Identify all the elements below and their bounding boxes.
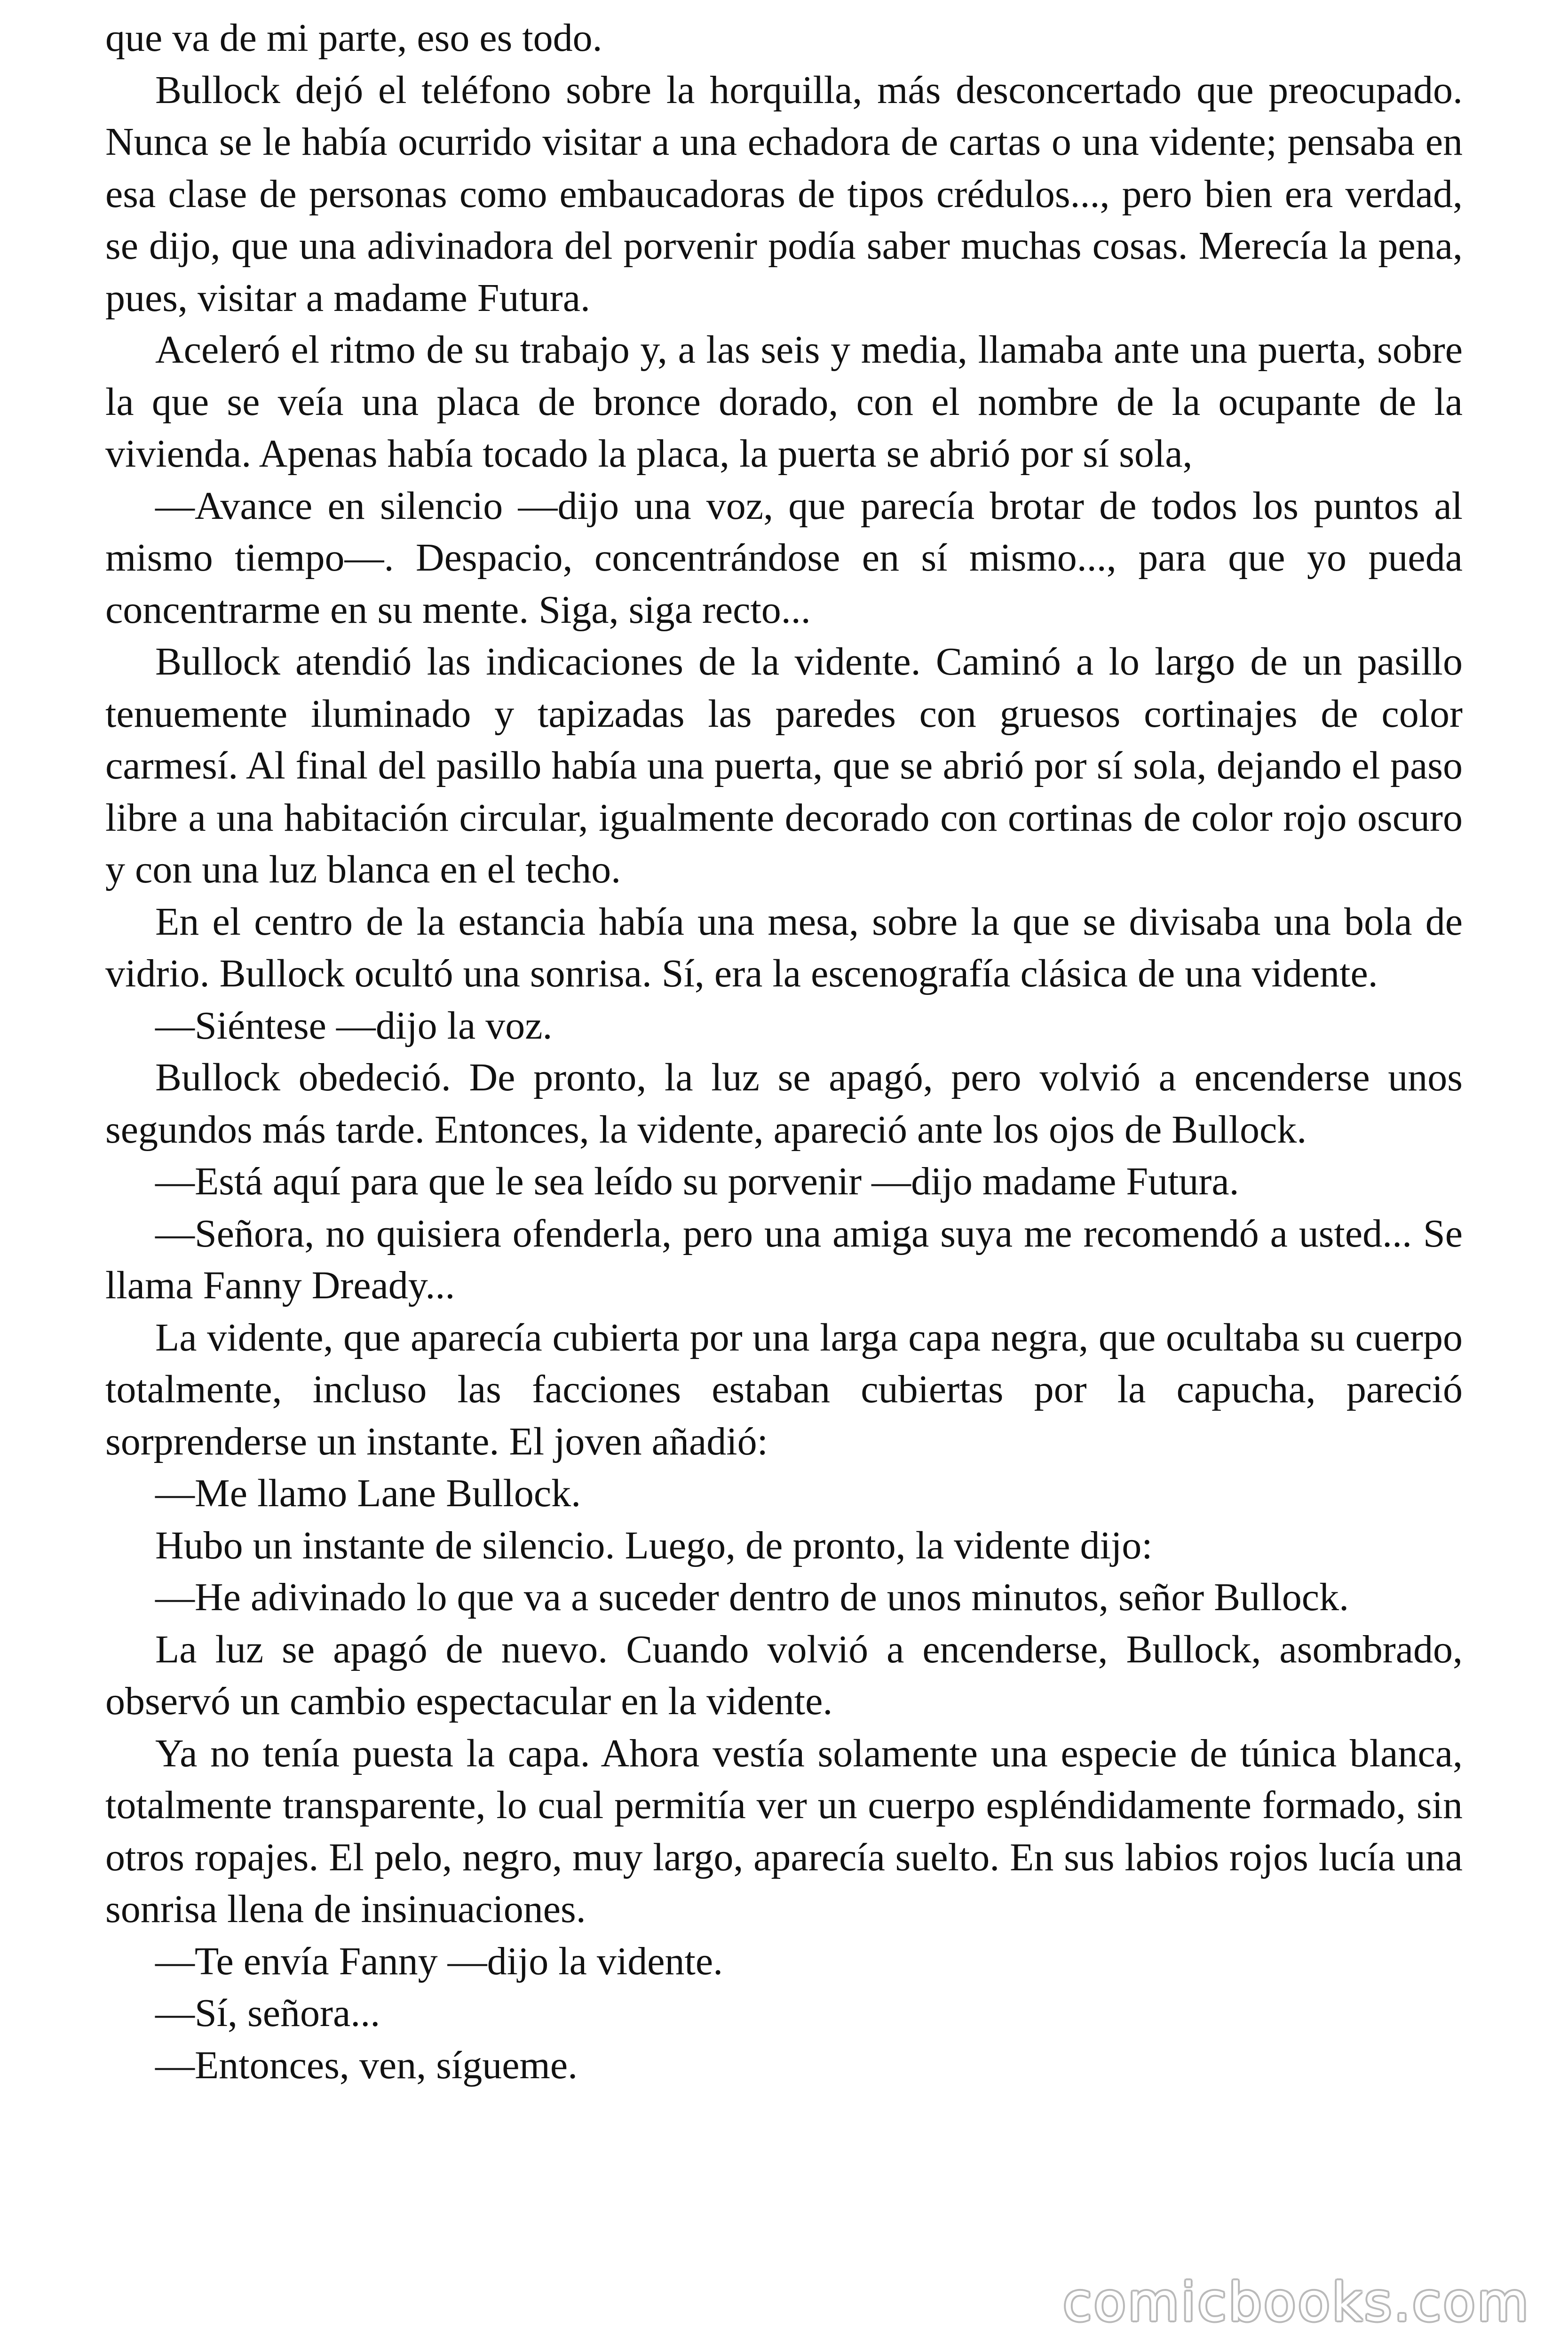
paragraph: —Siéntese —dijo la voz. bbox=[155, 1003, 553, 1048]
paragraph: Aceleró el ritmo de su trabajo y, a las seis y media, llamaba ante una puerta, sobre la que se veía una placa de bronce dorado, con el nombre de la ocupante de la vivienda. Apenas había tocado la placa, la puerta se abrió por sí sola, bbox=[105, 328, 1463, 476]
paragraph: —Avance en silencio —dijo una voz, que parecía brotar de todos los puntos al mismo tiempo—. Despacio, concentrándose en sí mismo..., para que yo pueda concentrarme en su mente. Siga, siga recto... bbox=[105, 484, 1463, 632]
document-body bbox=[105, 12, 1463, 2091]
paragraph: Ya no tenía puesta la capa. Ahora vestía solamente una especie de túnica blanca, totalmente transparente, lo cual permitía ver un cuerpo espléndidamente formado, sin otros ropajes. El pelo, negro, muy largo, aparecía suelto. En sus labios rojos lucía una sonrisa llena de insinuaciones. bbox=[105, 1731, 1463, 1931]
paragraph: Bullock dejó el teléfono sobre la horquilla, más desconcertado que preocupado. Nunca se le había ocurrido visitar a una echadora de cartas o una vidente; pensaba en esa clase de personas como embaucadoras de tipos crédulos..., pero bien era verdad, se dijo, que una adivinadora del porvenir podía saber muchas cosas. Merecía la pena, pues, visitar a madame Futura. bbox=[105, 68, 1463, 320]
paragraph: —Entonces, ven, sígueme. bbox=[155, 2043, 578, 2087]
paragraph: —Sí, señora... bbox=[155, 1991, 380, 2035]
paragraph: —Está aquí para que le sea leído su porvenir —dijo madame Futura. bbox=[155, 1160, 1239, 1203]
paragraph: La luz se apagó de nuevo. Cuando volvió a encenderse, Bullock, asombrado, observó un cambio espectacular en la vidente. bbox=[105, 1627, 1463, 1723]
paragraph: Hubo un instante de silencio. Luego, de pronto, la vidente dijo: bbox=[155, 1523, 1153, 1567]
paragraph: —Señora, no quisiera ofenderla, pero una amiga suya me recomendó a usted... Se llama Fanny Dready... bbox=[105, 1211, 1463, 1307]
paragraph: que va de mi parte, eso es todo. bbox=[105, 16, 602, 60]
paragraph: En el centro de la estancia había una mesa, sobre la que se divisaba una bola de vidrio. Bullock ocultó una sonrisa. Sí, era la escenografía clásica de una vidente. bbox=[105, 899, 1463, 995]
paragraph: —Me llamo Lane Bullock. bbox=[155, 1471, 581, 1515]
paragraph: —Te envía Fanny —dijo la vidente. bbox=[155, 1939, 723, 1983]
paragraph: —He adivinado lo que va a suceder dentro de unos minutos, señor Bullock. bbox=[155, 1575, 1349, 1619]
paragraph: Bullock atendió las indicaciones de la vidente. Caminó a lo largo de un pasillo tenuemente iluminado y tapizadas las paredes con gruesos cortinajes de color carmesí. Al final del pasillo había una puerta, que se abrió por sí sola, dejando el paso libre a una habitación circular, igualmente decorado con cortinas de color rojo oscuro y con una luz blanca en el techo. bbox=[105, 640, 1463, 891]
paragraph: Bullock obedeció. De pronto, la luz se apagó, pero volvió a encenderse unos segundos más tarde. Entonces, la vidente, apareció ante los ojos de Bullock. bbox=[105, 1056, 1463, 1152]
paragraph: La vidente, que aparecía cubierta por una larga capa negra, que ocultaba su cuerpo totalmente, incluso las facciones estaban cubiertas por la capucha, pareció sorprenderse un instante. El joven añadió: bbox=[105, 1315, 1463, 1463]
watermark-logo: comicbooks.com bbox=[1062, 2272, 1530, 2333]
